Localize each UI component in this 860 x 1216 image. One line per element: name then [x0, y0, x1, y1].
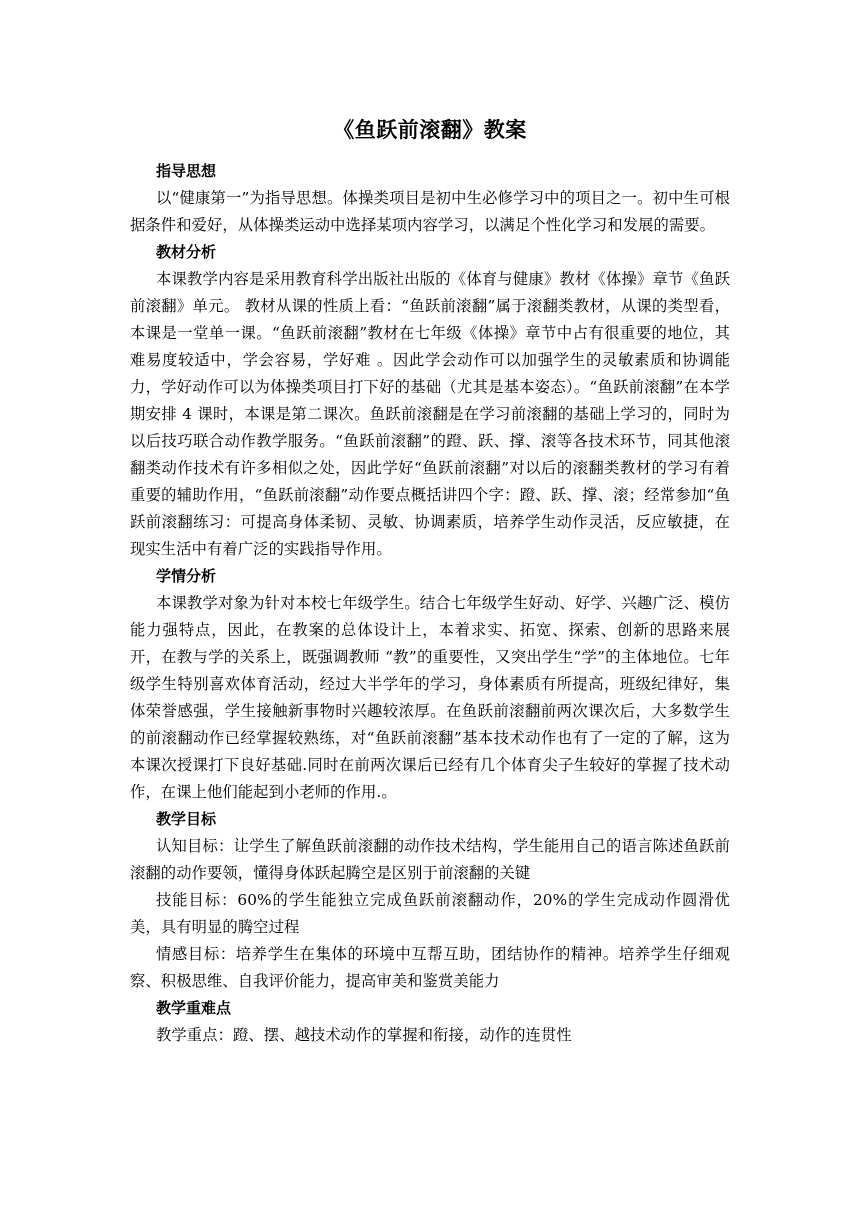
paragraph: 以“健康第一”为指导思想。体操类项目是初中生必修学习中的项目之一。初中生可根据条件和爱好，从体操类运动中选择某项内容学习，以满足个性化学习和发展的需要。	[130, 189, 730, 234]
section-material-analysis	[130, 239, 730, 563]
section-heading: 教学重难点	[156, 999, 232, 1017]
section-key-points	[130, 995, 730, 1049]
section-learner-analysis	[130, 563, 730, 806]
document-title: 《鱼跃前滚翻》教案	[333, 118, 527, 142]
section-heading: 教材分析	[156, 243, 217, 261]
document-body	[130, 158, 730, 1049]
paragraph: 本课教学内容是采用教育科学出版社出版的《体育与健康》教材《体操》章节《鱼跃前滚翻》单元。 教材从课的性质上看：“鱼跃前滚翻”属于滚翻类教材，从课的类型看，本课是一堂单一课。“鱼跃前滚翻”教材在七年级《体操》章节中占有很重要的地位，其难易度较适中，学会容易，学好难 。因此学会动作可以加强学生的灵敏素质和协调能力，学好动作可以为体操类项目打下好的基础（尤其是基本姿态）。“鱼跃前滚翻”在本学期安排 4 课时，本课是第二课次。鱼跃前滚翻是在学习前滚翻的基础上学习的，同时为以后技巧联合动作教学服务。“鱼跃前滚翻”的蹬、跃、撑、滚等各技术环节，同其他滚翻类动作技术有许多相似之处，因此学好“鱼跃前滚翻”对以后的滚翻类教材的学习有着重要的辅助作用，“鱼跃前滚翻”动作要点概括讲四个字：蹬、跃、撑、滚；经常参加“鱼跃前滚翻练习：可提高身体柔韧、灵敏、协调素质，培养学生动作灵活，反应敏捷，在现实生活中有着广泛的实践指导作用。	[130, 270, 730, 558]
section-heading: 学情分析	[156, 567, 217, 585]
paragraph: 本课教学对象为针对本校七年级学生。结合七年级学生好动、好学、兴趣广泛、模仿能力强特点，因此，在教案的总体设计上，本着求实、拓宽、探索、创新的思路来展开，在教与学的关系上，既强调教师 “教”的重要性，又突出学生“学”的主体地位。七年级学生特别喜欢体育活动，经过大半学年的学习，身体素质有所提高，班级纪律好，集体荣誉感强，学生接触新事物时兴趣较浓厚。在鱼跃前滚翻前两次课次后，大多数学生的前滚翻动作已经掌握较熟练，对“鱼跃前滚翻”基本技术动作也有了一定的了解，这为本课次授课打下良好基础.同时在前两次课后已经有几个体育尖子生较好的掌握了技术动作，在课上他们能起到小老师的作用.。	[130, 594, 730, 801]
paragraph-affective-objective: 情感目标：培养学生在集体的环境中互帮互助，团结协作的精神。培养学生仔细观察、积极思维、自我评价能力，提高审美和鉴赏美能力	[130, 945, 730, 990]
section-heading: 指导思想	[156, 162, 217, 180]
section-heading: 教学目标	[156, 810, 217, 828]
paragraph: 教学重点：蹬、摆、越技术动作的掌握和衔接，动作的连贯性	[156, 1026, 572, 1044]
section-teaching-objectives	[130, 806, 730, 995]
paragraph-skill-objective: 技能目标：60%的学生能独立完成鱼跃前滚翻动作，20%的学生完成动作圆滑优美，具有明显的腾空过程	[130, 891, 730, 936]
section-guiding-ideology	[130, 158, 730, 239]
paragraph-cognitive-objective: 认知目标：让学生了解鱼跃前滚翻的动作技术结构，学生能用自己的语言陈述鱼跃前滚翻的动作要领，懂得身体跃起腾空是区别于前滚翻的关键	[130, 837, 730, 882]
